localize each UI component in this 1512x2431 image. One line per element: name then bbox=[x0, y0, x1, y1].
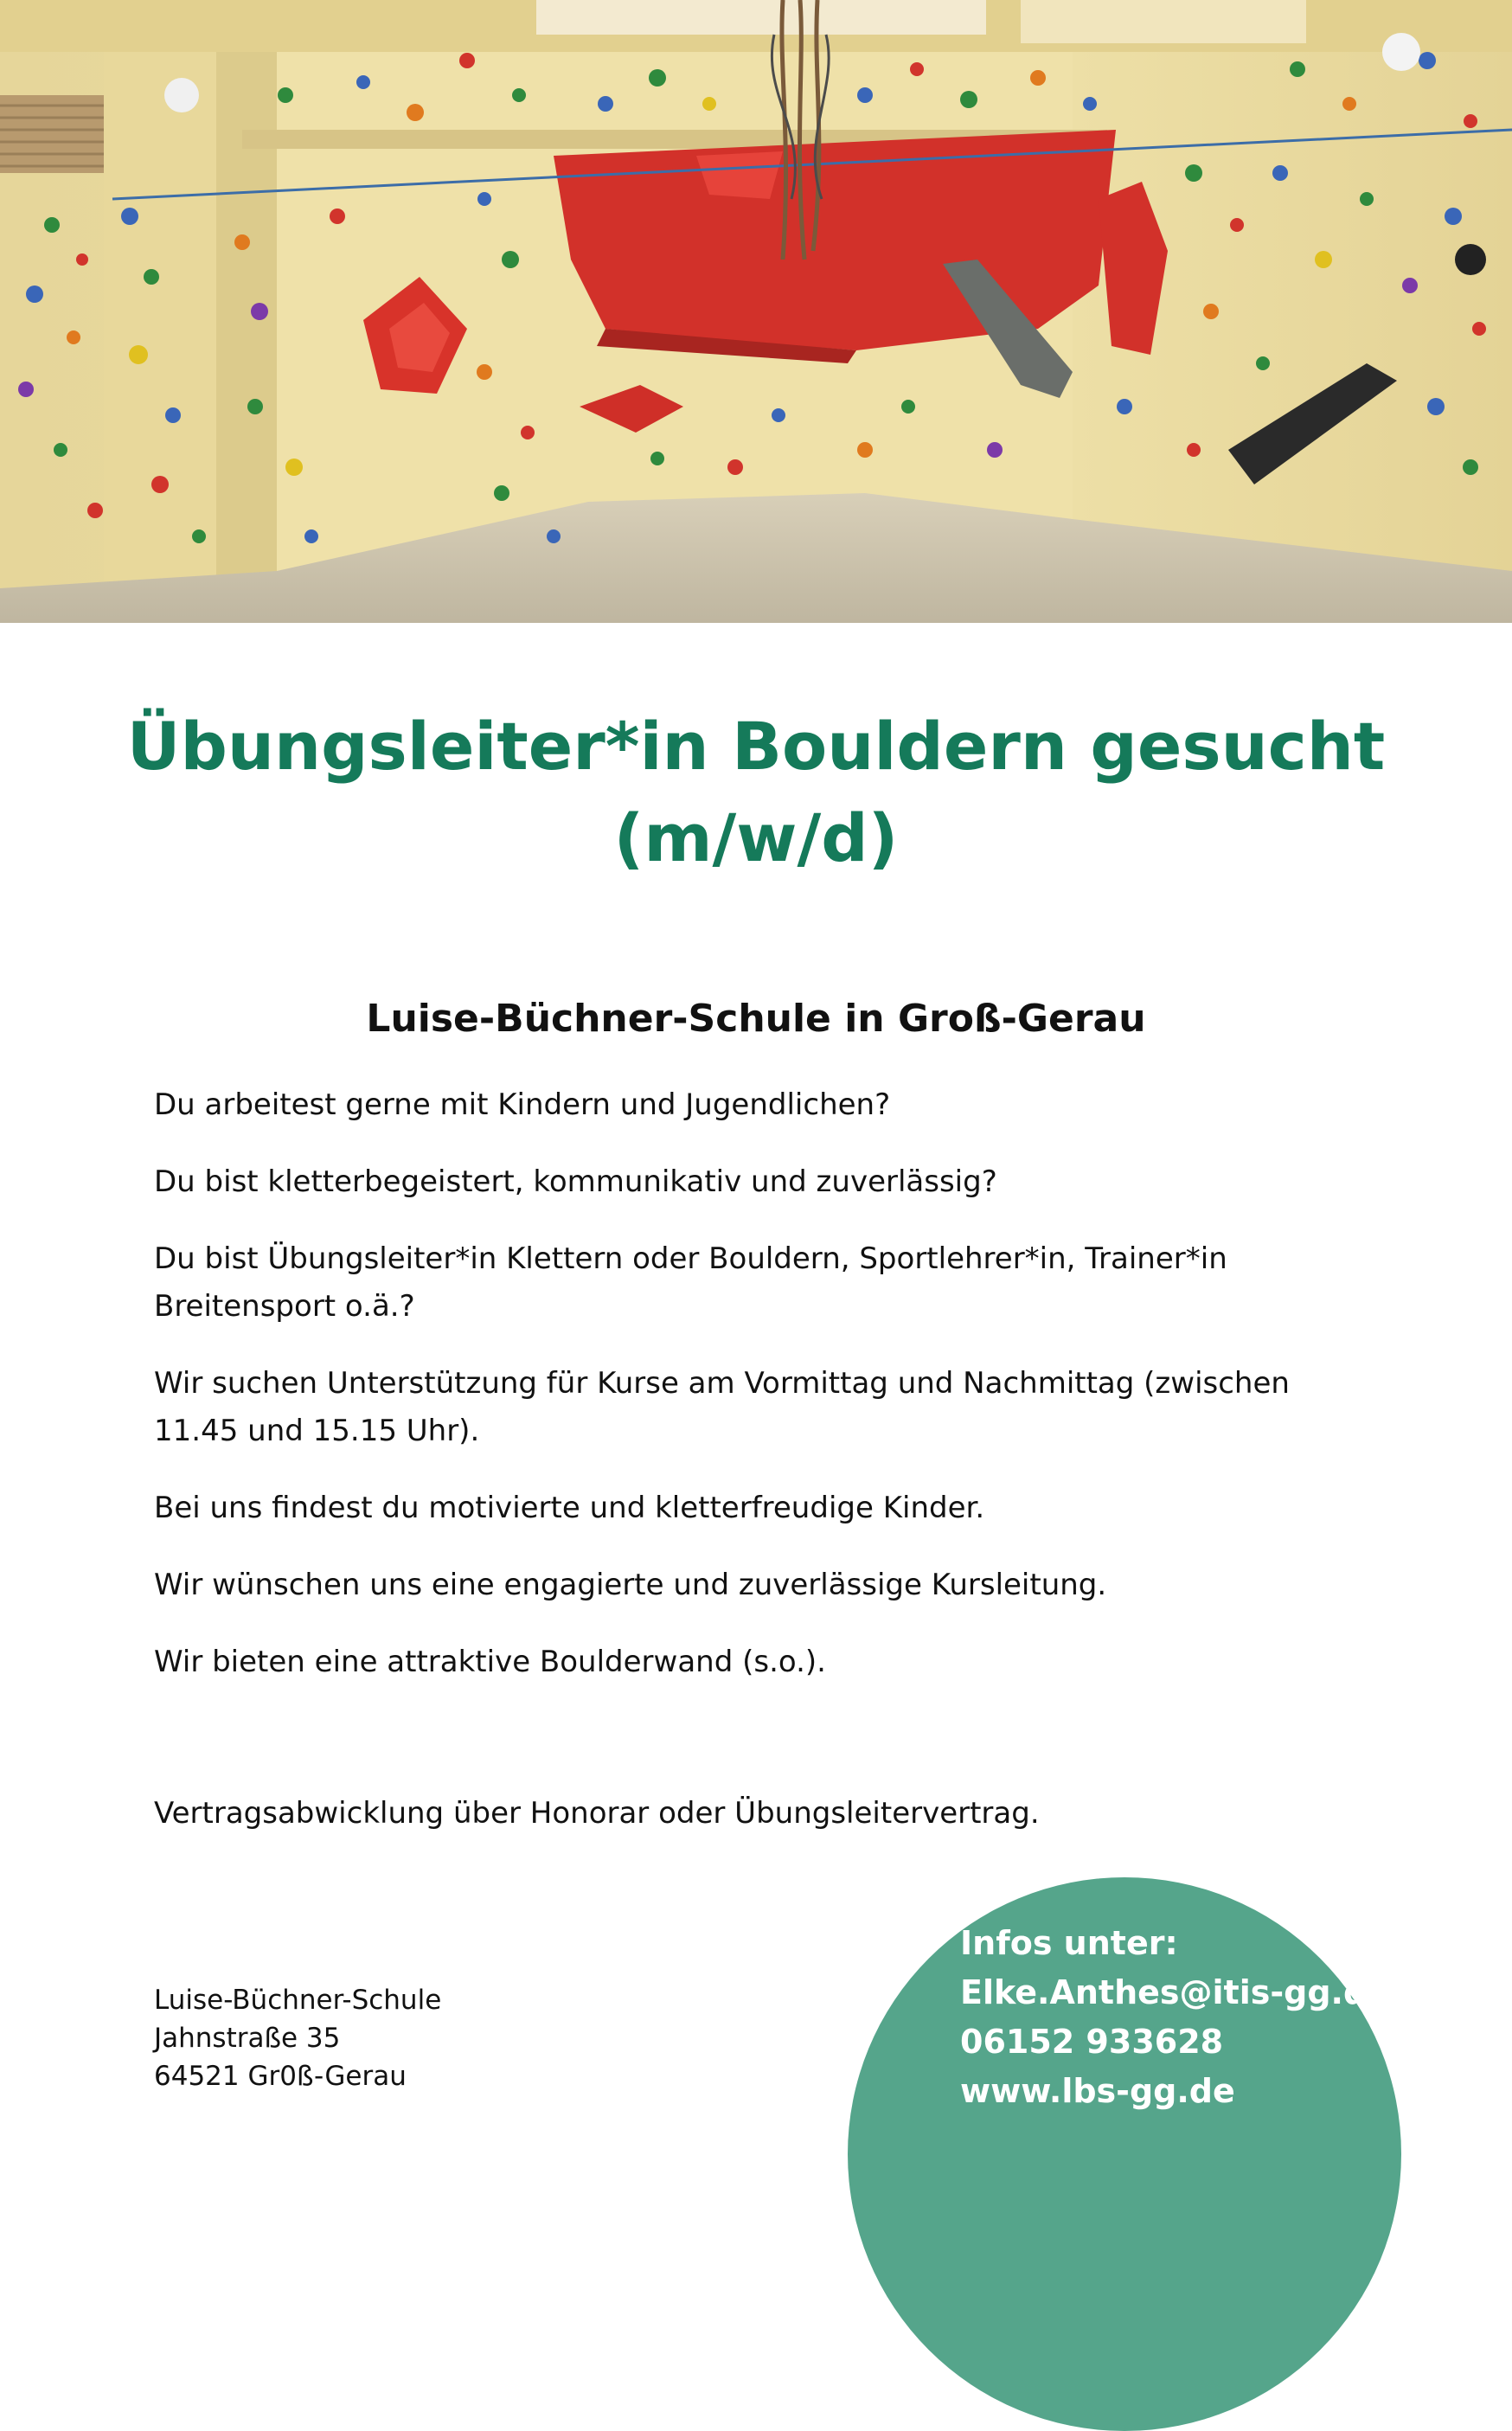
headline-line-1: Übungsleiter*in Bouldern gesucht bbox=[126, 708, 1386, 785]
school-subheading: Luise-Büchner-Schule in Groß-Gerau bbox=[366, 997, 1146, 1041]
address-street: Jahnstraße 35 bbox=[154, 2023, 341, 2054]
paragraph: Wir wünschen uns eine engagierte und zuverlässige Kursleitung. bbox=[154, 1568, 1107, 1602]
address-name: Luise-Büchner-Schule bbox=[154, 1985, 442, 2016]
contact-email-link[interactable]: Elke.Anthes@itis-gg.de bbox=[960, 1973, 1389, 2011]
address-city: 64521 Gr0ß-Gerau bbox=[154, 2061, 407, 2092]
paragraph: Du bist kletterbegeistert, kommunikativ und zuverlässig? bbox=[154, 1164, 997, 1199]
headline-line-2: (m/w/d) bbox=[613, 799, 899, 876]
contact-heading: Infos unter: bbox=[960, 1924, 1178, 1962]
paragraph: Wir suchen Unterstützung für Kurse am Vormittag und Nachmittag (zwischen 11.45 und 15.15 Uhr). bbox=[154, 1366, 1290, 1448]
job-description bbox=[154, 1081, 1296, 1867]
paragraph: Wir bieten eine attraktive Boulderwand (s.o.). bbox=[154, 1645, 826, 1679]
contact-website-link[interactable]: www.lbs-gg.de bbox=[960, 2072, 1235, 2110]
school-address bbox=[154, 1981, 441, 2095]
contact-phone: 06152 933628 bbox=[960, 2023, 1224, 2061]
headline bbox=[0, 701, 1512, 884]
contract-note: Vertragsabwicklung über Honorar oder Übungsleitervertrag. bbox=[154, 1796, 1040, 1831]
paragraph: Du arbeitest gerne mit Kindern und Jugendlichen? bbox=[154, 1087, 891, 1122]
contact-info bbox=[960, 1919, 1389, 2116]
paragraph: Du bist Übungsleiter*in Klettern oder Bouldern, Sportlehrer*in, Trainer*in Breitensport o.ä.? bbox=[154, 1241, 1227, 1324]
paragraph: Bei uns findest du motivierte und kletterfreudige Kinder. bbox=[154, 1491, 985, 1525]
climbing-wall-photo bbox=[0, 0, 1512, 623]
